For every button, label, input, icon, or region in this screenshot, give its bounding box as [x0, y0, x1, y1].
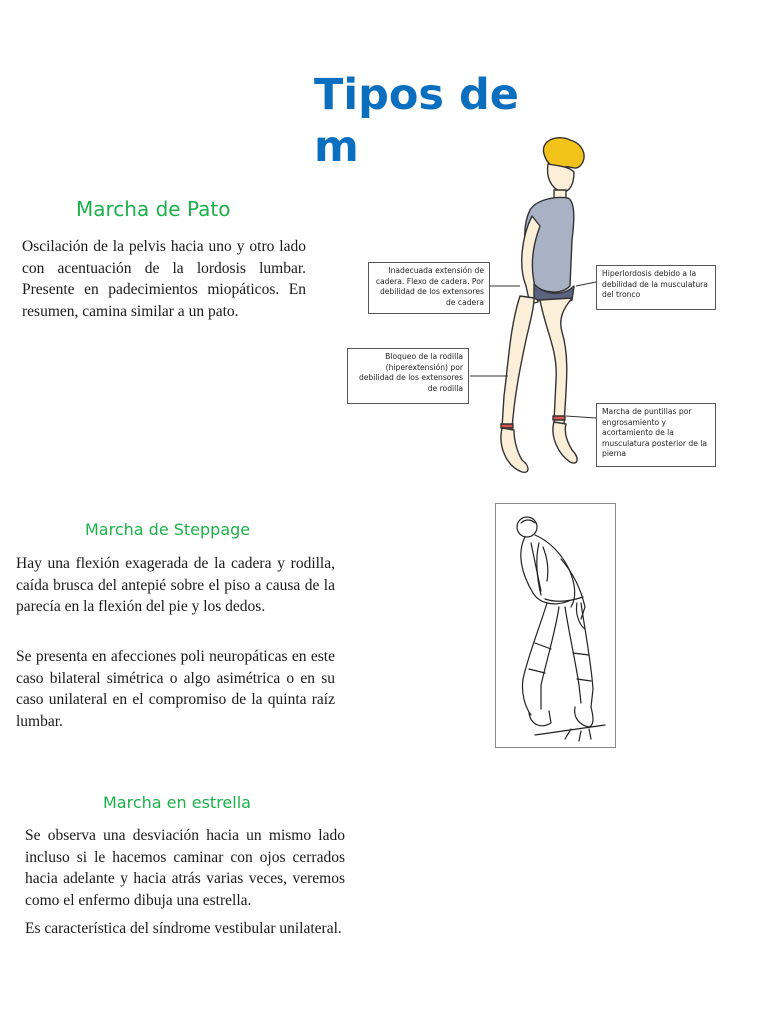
- paragraph-steppage-1: Hay una flexión exagerada de la cadera y rodilla, caída brusca del antepié sobre el piso a causa de la parecía en la flexión del pie y los dedos.: [16, 555, 335, 615]
- heading-marcha-steppage: Marcha de Steppage: [85, 520, 251, 539]
- paragraph-marcha-pato: Oscilación de la pelvis hacia uno y otro lado con acentuación de la lordosis lumbar. Presente en padecimientos miopáticos. En resumen, camina similar a un pato.: [22, 238, 306, 320]
- page-title-cutoff: m: [314, 122, 359, 172]
- heading-marcha-pato: Marcha de Pato: [76, 197, 231, 221]
- callout-rodilla: Bloqueo de la rodilla (hiperextensión) por debilidad de los extensores de rodilla: [347, 348, 469, 404]
- heading-marcha-estrella: Marcha en estrella: [103, 793, 251, 812]
- person-illustration: [501, 138, 584, 473]
- figure-marcha-steppage: [495, 503, 616, 748]
- paragraph-estrella-1: Se observa una desviación hacia un mismo lado incluso si le hacemos caminar con ojos cerrados hacia adelante y hacia atrás varias veces, veremos como el enfermo dibuja una estrella.: [25, 827, 345, 909]
- paragraph-estrella-2: Es característica del síndrome vestibular unilateral.: [25, 920, 342, 937]
- page-title: Tipos de: [314, 70, 519, 120]
- callout-puntillas: Marcha de puntillas por engrosamiento y acortamiento de la musculatura posterior de la pierna: [596, 403, 716, 467]
- paragraph-steppage-2: Se presenta en afecciones poli neuropáticas en este caso bilateral simétrica o algo asimétrica o en su caso unilateral en el compromiso de la quinta raíz lumbar.: [16, 648, 335, 730]
- callout-hiperlordosis: Hiperlordosis debido a la debilidad de la musculatura del tronco: [596, 265, 716, 310]
- callout-cadera: Inadecuada extensión de cadera. Flexo de cadera. Por debilidad de los extensores de cadera: [368, 262, 490, 314]
